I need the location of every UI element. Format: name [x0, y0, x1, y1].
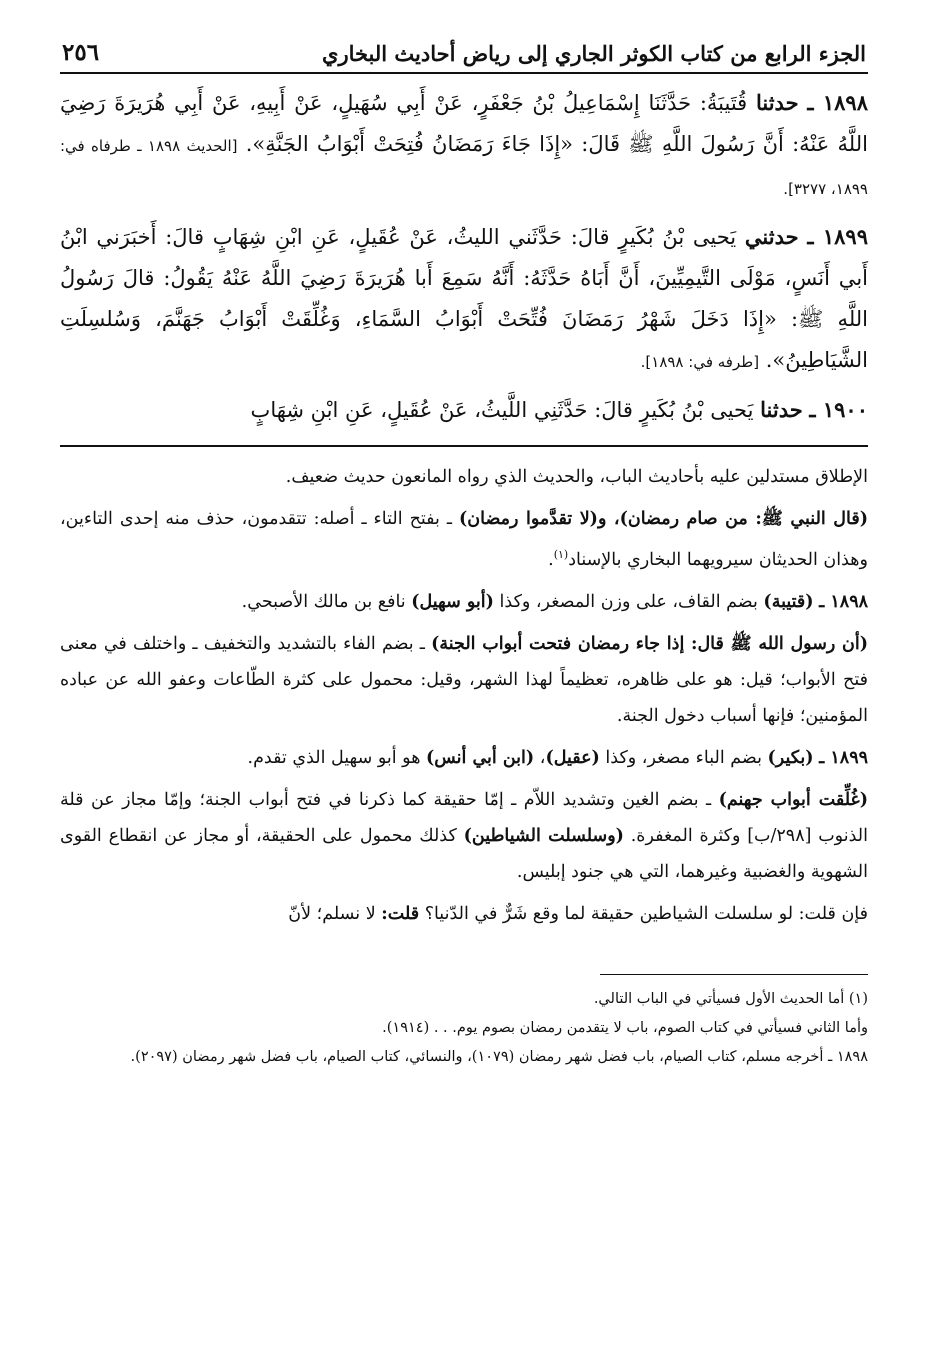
hadith-text: يَحيى بْنُ بُكَيرٍ قالَ: حَدَّثَنِي اللَّيثُ، عَنْ عُقَيلٍ، عَنِ ابْنِ شِهَابٍ: [250, 398, 754, 422]
commentary-text: ـ بضم الفاء بالتشديد والتخفيف ـ واختلف في معنى فتح الأبواب؛ قيل: هو على ظاهره، تعظيماً لهذا الشهر، وقيل: محمول على كثرة الطّاعات وعفو الله عن عباده المؤمنين؛ فإنها أسباب دخول الجنة.: [60, 633, 868, 726]
hadith-1899: [60, 216, 868, 383]
hadith-1898: [60, 82, 868, 210]
footnotes: [60, 985, 868, 1072]
footnote: (١) أما الحديث الأول فسيأتي في الباب التالي.: [593, 990, 868, 1007]
commentary-text: لا نسلم؛ لأنّ: [288, 903, 376, 924]
commentary-paragraph: [60, 782, 868, 890]
commentary-section: [60, 459, 868, 932]
hadith-1900: [60, 389, 868, 431]
commentary-lemma: (أبو سهيل): [411, 591, 494, 612]
commentary-paragraph: [60, 626, 868, 734]
hadith-text: يَحيى بْنُ بُكَيرٍ قالَ: حَدَّثَني الليثُ، عَنْ عُقَيلٍ، عَنِ ابْنِ شِهَابٍ قالَ: أَخبَرَني ابْنُ أَبي أَنَسٍ، مَوْلَى التَّيمِيِّينَ، أَنَّ أَبَاهُ حَدَّثَهُ: أَنَّهُ سَمِعَ أَبا هُرَيرَةَ رَضِيَ اللَّهُ عَنْهُ يَقُولُ: قالَ رَسُولُ اللَّهِ ﷺ: «إِذَا دَخَلَ شَهْرُ رَمَضَانَ فُتِّحَتْ أَبْوَابُ السَّمَاءِ، وَغُلِّقَتْ أَبْوَابُ جَهَنَّمَ، وَسُلسِلَتِ الشَّيَاطِينُ».: [60, 225, 868, 372]
commentary-paragraph: (قال النبي ﷺ: من صام رمضان)، و(لا تقدَّموا رمضان) ـ بفتح التاء ـ أصله: تتقدمون، حذف منه إحدى التاءين، وهذان الحديثان سيرويهما البخاري بالإسناد$^{(١)}$.: [60, 509, 868, 570]
commentary-lemma: (بكير): [767, 747, 814, 768]
commentary-text: فإن قلت: لو سلسلت الشياطين حقيقة لما وقع شَرٌّ في الدّنيا؟: [424, 903, 868, 924]
commentary-text: نافع بن مالك الأصبحي.: [241, 591, 406, 612]
commentary-text: كذلك محمول على الحقيقة، أو مجاز عن انقطاع القوى الشهوية والغضبية وغيرهما، التي هي جنود إبليس.: [60, 825, 868, 882]
commentary-lemma: (وسلسلت الشياطين): [463, 825, 624, 846]
hadith-text: قُتَيبَةُ: حَدَّثَنَا إِسْمَاعِيلُ بْنُ جَعْفَرٍ، عَنْ أَبِي سُهَيلٍ، عَنْ أَبِيهِ، عَنْ أَبِي هُرَيرَةَ رَضِيَ اللَّهُ عَنْهُ: أَنَّ رَسُولَ اللَّهِ ﷺ قَالَ: «إِذَا جَاءَ رَمَضَانُ فُتِحَتْ أَبْوَابُ الجَنَّةِ».: [60, 91, 868, 156]
section-divider: [60, 445, 868, 447]
commentary-number: ١٨٩٨ ـ: [819, 591, 868, 612]
commentary-paragraph: [60, 740, 868, 776]
footnote-marker: (١): [553, 548, 569, 561]
running-title: الجزء الرابع من كتاب الكوثر الجاري إلى رياض أحاديث البخاري: [322, 41, 866, 66]
commentary-paragraph: [60, 896, 868, 932]
commentary-lemma: قلت:: [381, 903, 420, 924]
commentary-text: ـ بضم الغين وتشديد اللاّم ـ إمّا حقيقة كما ذكرنا في فتح أبواب الجنة؛ وإمّا مجاز عن قلة الذنوب [٢٩٨/ب] وكثرة المغفرة.: [60, 789, 868, 846]
commentary-text: بضم القاف، على وزن المصغر، وكذا: [499, 591, 758, 612]
hadith-intro: حدثنا: [760, 397, 803, 422]
commentary-paragraph: الإطلاق مستدلين عليه بأحاديث الباب، والحديث الذي رواه المانعون حديث ضعيف.: [285, 467, 868, 487]
hadith-intro: حدثنا: [755, 90, 799, 115]
commentary-text: بضم الباء مصغر، وكذا: [605, 747, 762, 768]
footnote: ١٨٩٨ ـ أخرجه مسلم، كتاب الصيام، باب فضل شهر رمضان (١٠٧٩)، والنسائي، كتاب الصيام، باب فضل شهر رمضان (٢٠٩٧).: [130, 1048, 868, 1065]
commentary-number: ١٨٩٩ ـ: [819, 747, 868, 768]
page-number: ٢٥٦: [62, 39, 100, 66]
hadith-intro: حدثني: [744, 224, 799, 249]
book-page: [60, 28, 868, 1328]
hadith-number: ١٩٠٠ ـ: [809, 397, 868, 422]
commentary-text: ،: [539, 747, 546, 768]
commentary-lemma: (قال النبي ﷺ: من صام رمضان)، و(لا تقدَّموا رمضان): [459, 509, 868, 529]
commentary-text: هو أبو سهيل الذي تقدم.: [247, 747, 421, 768]
page-header: [60, 28, 868, 74]
commentary-lemma: (قتيبة): [763, 591, 814, 612]
commentary-paragraph: [60, 584, 868, 620]
hadith-ref: [طرفه في: ١٨٩٨].: [640, 353, 760, 371]
commentary-lemma: (ابن أبي أنس): [426, 747, 535, 768]
hadith-ref: [الحديث ١٨٩٨ ـ طرفاه في: ١٨٩٩، ٣٢٧٧].: [60, 137, 868, 198]
commentary-text: ـ بفتح التاء ـ أصله: تتقدمون، حذف منه إحدى التاءين، وهذان الحديثان سيرويهما البخاري بالإسناد: [60, 509, 868, 570]
commentary-lemma: (أن رسول الله ﷺ قال: إذا جاء رمضان فتحت أبواب الجنة): [431, 633, 869, 654]
commentary-lemma: (عقيل): [545, 747, 600, 768]
commentary-lemma: (غُلِّقت أبواب جهنم): [718, 789, 868, 810]
hadith-section: [60, 82, 868, 431]
footnote-rule: [600, 974, 868, 975]
footnote: وأما الثاني فسيأتي في كتاب الصوم، باب لا يتقدمن رمضان بصوم يوم. . . (١٩١٤).: [382, 1019, 868, 1036]
hadith-number: ١٨٩٨ ـ: [807, 90, 868, 115]
hadith-number: ١٨٩٩ ـ: [807, 224, 868, 249]
